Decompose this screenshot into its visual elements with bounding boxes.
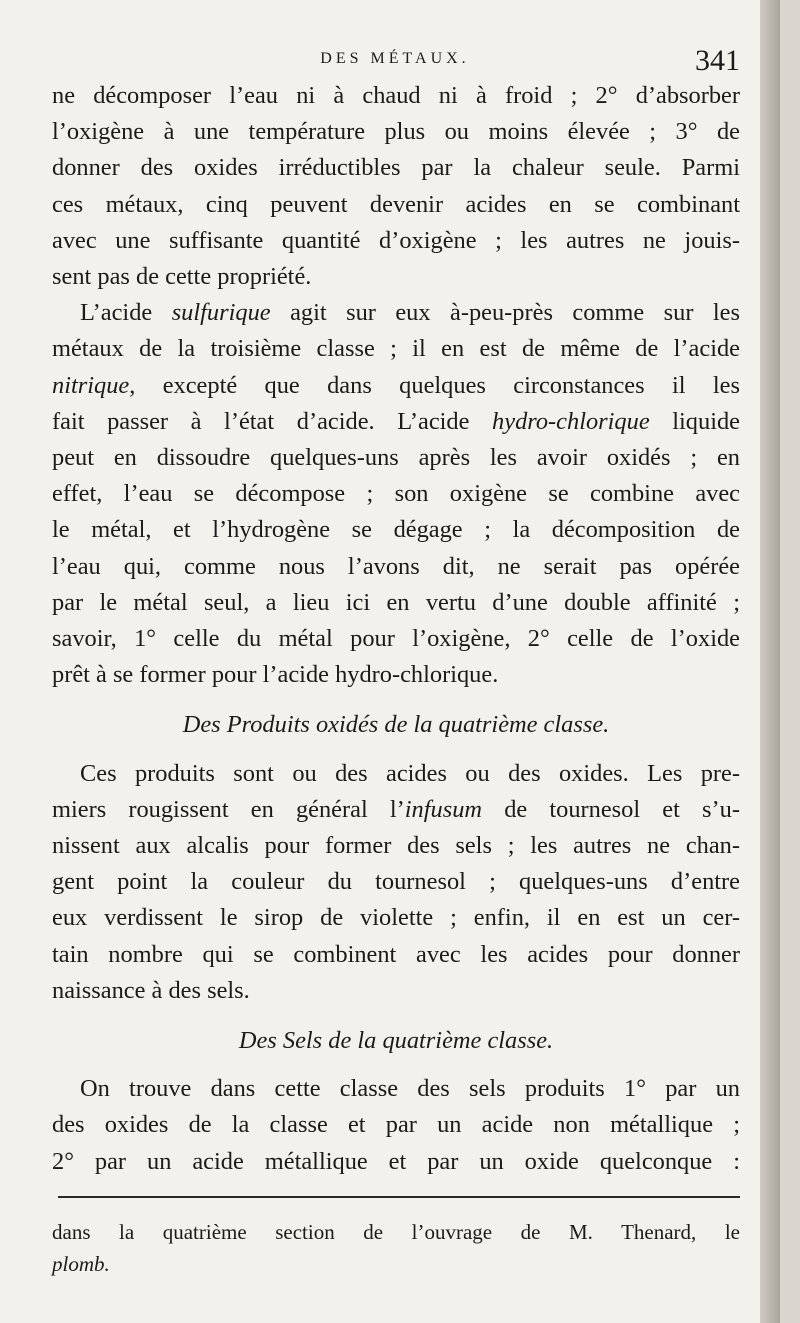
footnote bbox=[52, 1216, 740, 1280]
text-line: l’oxigène à une température plus ou moins élevée ; 3° de bbox=[52, 118, 740, 146]
text-line: 2° par un acide métallique et par un oxide quelconque : bbox=[52, 1147, 740, 1175]
footnote-line bbox=[52, 1248, 740, 1280]
paragraph-2 bbox=[52, 295, 740, 693]
paragraph-1 bbox=[52, 78, 740, 295]
text-line: tain nombre qui se combinent avec les acides pour donner bbox=[52, 940, 740, 968]
italic-term: hydro-chlorique bbox=[492, 407, 650, 435]
section-heading: Des Sels de la quatrième classe. bbox=[238, 1027, 554, 1055]
text-line: L’acide sulfurique agit sur eux à-peu-près comme sur les bbox=[80, 299, 740, 327]
running-head: DES MÉTAUX. bbox=[320, 50, 470, 67]
text-line: naissance à des sels. bbox=[52, 976, 250, 1004]
text-line: nissent aux alcalis pour former des sels ; les autres ne chan- bbox=[52, 832, 740, 860]
text-line: peut en dissoudre quelques-uns après les avoir oxidés ; en bbox=[52, 444, 740, 472]
text-line: avec une suffisante quantité d’oxigène ; les autres ne jouis- bbox=[52, 226, 740, 254]
text-line: donner des oxides irréductibles par la chaleur seule. Parmi bbox=[52, 154, 740, 182]
text-line: l’eau qui, comme nous l’avons dit, ne serait pas opérée bbox=[52, 552, 740, 580]
text-line: gent point la couleur du tournesol ; quelques-uns d’entre bbox=[52, 868, 740, 896]
italic-term: nitrique bbox=[52, 371, 130, 399]
text-line: ces métaux, cinq peuvent devenir acides en se combinant bbox=[52, 190, 740, 218]
text-line: savoir, 1° celle du métal pour l’oxigène, 2° celle de l’oxide bbox=[52, 625, 740, 653]
text-line: sent pas de cette propriété. bbox=[52, 263, 312, 291]
text-line: Ces produits sont ou des acides ou des oxides. Les pre- bbox=[80, 759, 740, 787]
italic-term: plomb. bbox=[52, 1252, 110, 1276]
paragraph-3 bbox=[52, 756, 740, 1009]
text-line: nitrique, excepté que dans quelques circonstances il les bbox=[52, 371, 740, 399]
text-line: miers rougissent en général l’infusum de tournesol et s’u- bbox=[52, 795, 740, 823]
body-text bbox=[52, 78, 740, 1180]
text-line: ne décomposer l’eau ni à chaud ni à froid ; 2° d’absorber bbox=[52, 82, 740, 109]
italic-term: infusum bbox=[404, 795, 483, 823]
text-line: par le métal seul, a lieu ici en vertu d’une double affinité ; bbox=[52, 588, 740, 616]
text-line: On trouve dans cette classe des sels produits 1° par un bbox=[80, 1075, 740, 1103]
text-line: le métal, et l’hydrogène se dégage ; la décomposition de bbox=[52, 516, 740, 544]
text-line: effet, l’eau se décompose ; son oxigène se combine avec bbox=[52, 480, 740, 508]
paragraph-4 bbox=[52, 1071, 740, 1180]
footnote-line: dans la quatrième section de l’ouvrage de M. Thenard, le bbox=[52, 1220, 740, 1244]
text-line: eux verdissent le sirop de violette ; enfin, il en est un cer- bbox=[52, 904, 740, 932]
text-line: des oxides de la classe et par un acide non métallique ; bbox=[52, 1111, 740, 1139]
page-header bbox=[50, 44, 740, 78]
footnote-rule bbox=[58, 1196, 740, 1198]
italic-term: sulfurique bbox=[171, 299, 271, 327]
text-line: fait passer à l’état d’acide. L’acide hydro-chlorique liquide bbox=[52, 407, 740, 435]
page-edge bbox=[760, 0, 780, 1323]
text-line: métaux de la troisième classe ; il en est de même de l’acide bbox=[52, 335, 740, 363]
text-line: prêt à se former pour l’acide hydro-chlorique. bbox=[52, 661, 499, 689]
page-number: 341 bbox=[695, 44, 740, 77]
section-heading: Des Produits oxidés de la quatrième classe. bbox=[182, 711, 610, 739]
